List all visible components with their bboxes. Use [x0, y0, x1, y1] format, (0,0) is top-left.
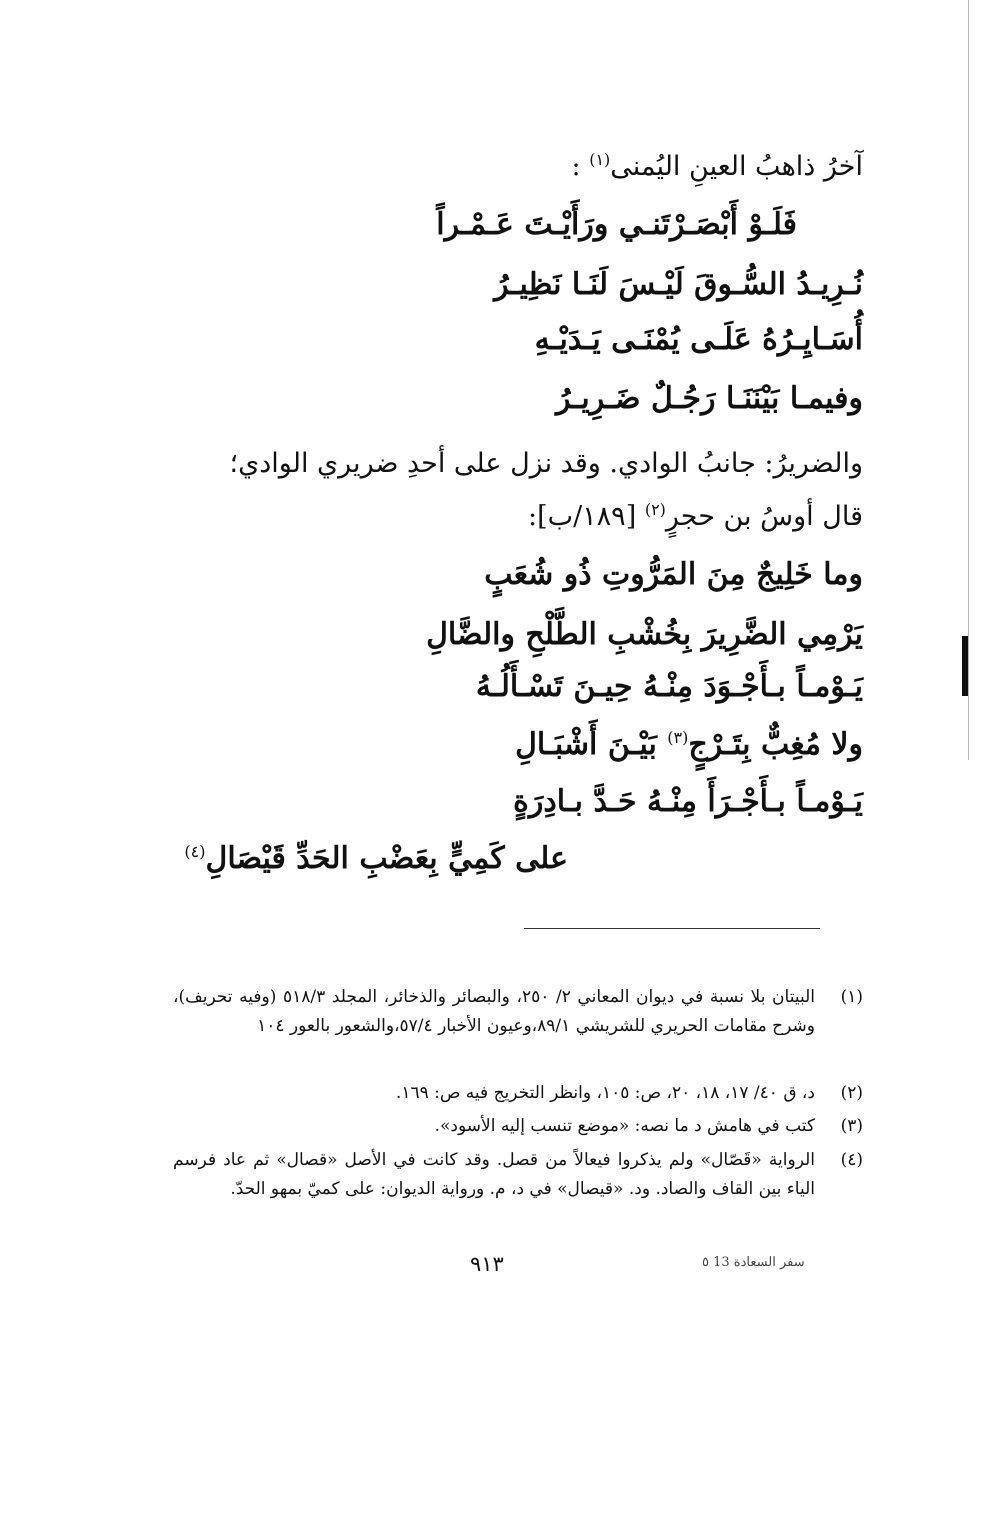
- footnote-4-number: (٤): [840, 1150, 863, 1170]
- poem2-line-3: يَـوْمـاً بـأَجْـوَدَ مِنْـهُ حِيـنَ تَسْـأَلُـهُ: [475, 669, 863, 704]
- footnote-2-number: (٢): [840, 1083, 863, 1103]
- footnote-3-number: (٣): [840, 1116, 863, 1136]
- manuscript-folio: [١٨٩/ب]:: [528, 501, 645, 532]
- footnote-4-text: الرواية «قَصّال» ولم يذكروا فيعالاً من قصل. وقد كانت في الأصل «قصال» ثم عاد فرسم الياء بين القاف والصاد. ود. «قيصال» في د، م. ورواية الديوان: على كميّ بمهو الحدّ.: [173, 1150, 815, 1199]
- footnote-1-text: البيتان بلا نسبة في ديوان المعاني ٢/ ٢٥٠، والبصائر والذخائر، المجلد ٥١٨/٣ (وفيه تحريف)، وشرح مقامات الحريري للشريشي ٨٩/١،وعيون الأخبار ٥٧/٤،والشعور بالعور ١٠٤: [173, 987, 815, 1036]
- footnote-4: [173, 1146, 863, 1204]
- footnote-2: [173, 1079, 863, 1108]
- poem-intro: [572, 152, 863, 180]
- poem2-line-4: [515, 727, 863, 762]
- footnote-3: [173, 1112, 863, 1141]
- poem2-line-4-end: بَيْـنَ أَشْبَـالِ: [515, 727, 668, 762]
- poem1-line-1: فَلَـوْ أَبْصَـرْتَنـي ورَأَيْـتَ عَـمْـراً: [436, 207, 797, 242]
- poem2-line-5: يَـوْمـاً بـأَجْـرَأَ مِنْـهُ حَـدَّ بـادِرَةٍ: [513, 784, 863, 819]
- prose-author: قال أوسُ بن حجرٍ: [665, 501, 863, 532]
- poem1-line-3: أُسَـايِـرُهُ عَلَـى يُمْنَـى يَـدَيْـهِ: [534, 322, 863, 357]
- footnote-1: [173, 983, 863, 1041]
- poem2-line-1: وما خَلِيجٌ مِنَ المَرُّوتِ ذُو شُعَبٍ: [484, 557, 863, 592]
- poem2-line-6: [184, 841, 568, 876]
- intro-text: آخرُ ذاهبُ العينِ اليُمنى: [610, 151, 863, 182]
- footnote-ref-4: (٤): [184, 842, 206, 861]
- footnote-separator: [524, 928, 820, 929]
- intro-colon: :: [571, 151, 590, 182]
- page-edge-line: [968, 0, 969, 760]
- footnote-ref-2: (٢): [644, 500, 666, 519]
- footnote-1-number: (١): [840, 987, 863, 1007]
- footnote-2-text: د، ق ٤٠/ ١٧، ١٨، ٢٠، ص: ١٠٥، وانظر التخريج فيه ص: ١٦٩.: [395, 1083, 815, 1103]
- poem1-line-2: نُـرِيـدُ السُّـوقَ لَيْـسَ لَنَـا نَظِيـرُ: [494, 267, 863, 302]
- prose-line-1: والضريرُ: جانبُ الوادي. وقد نزل على أحدِ ضريري الوادي؛: [229, 448, 863, 479]
- poem2-line-4-start: ولا مُغِبٌّ بِتَـرْجٍ: [688, 727, 863, 762]
- footnote-3-text: كتب في هامش د ما نصه: «موضع تنسب إليه الأسود».: [434, 1116, 815, 1136]
- running-footer: سفر السعادة 13 ٥: [702, 1255, 805, 1270]
- footnote-ref-3: (٣): [667, 728, 689, 747]
- footnote-ref-1: (١): [589, 150, 611, 169]
- poem1-line-4: وفيمـا بَيْنَنَـا رَجُـلٌ ضَـرِيـرُ: [556, 381, 863, 416]
- poem2-line-2: يَرْمِي الضَّرِيرَ بِخُشْبِ الطَّلْحِ والضَّالِ: [426, 617, 863, 652]
- poem2-line-6-text: على كَمِيٍّ بِعَضْبِ الحَدِّ قَيْصَالِ: [205, 841, 568, 876]
- page-number: ٩١٣: [470, 1252, 504, 1276]
- prose-line-2: [528, 502, 863, 530]
